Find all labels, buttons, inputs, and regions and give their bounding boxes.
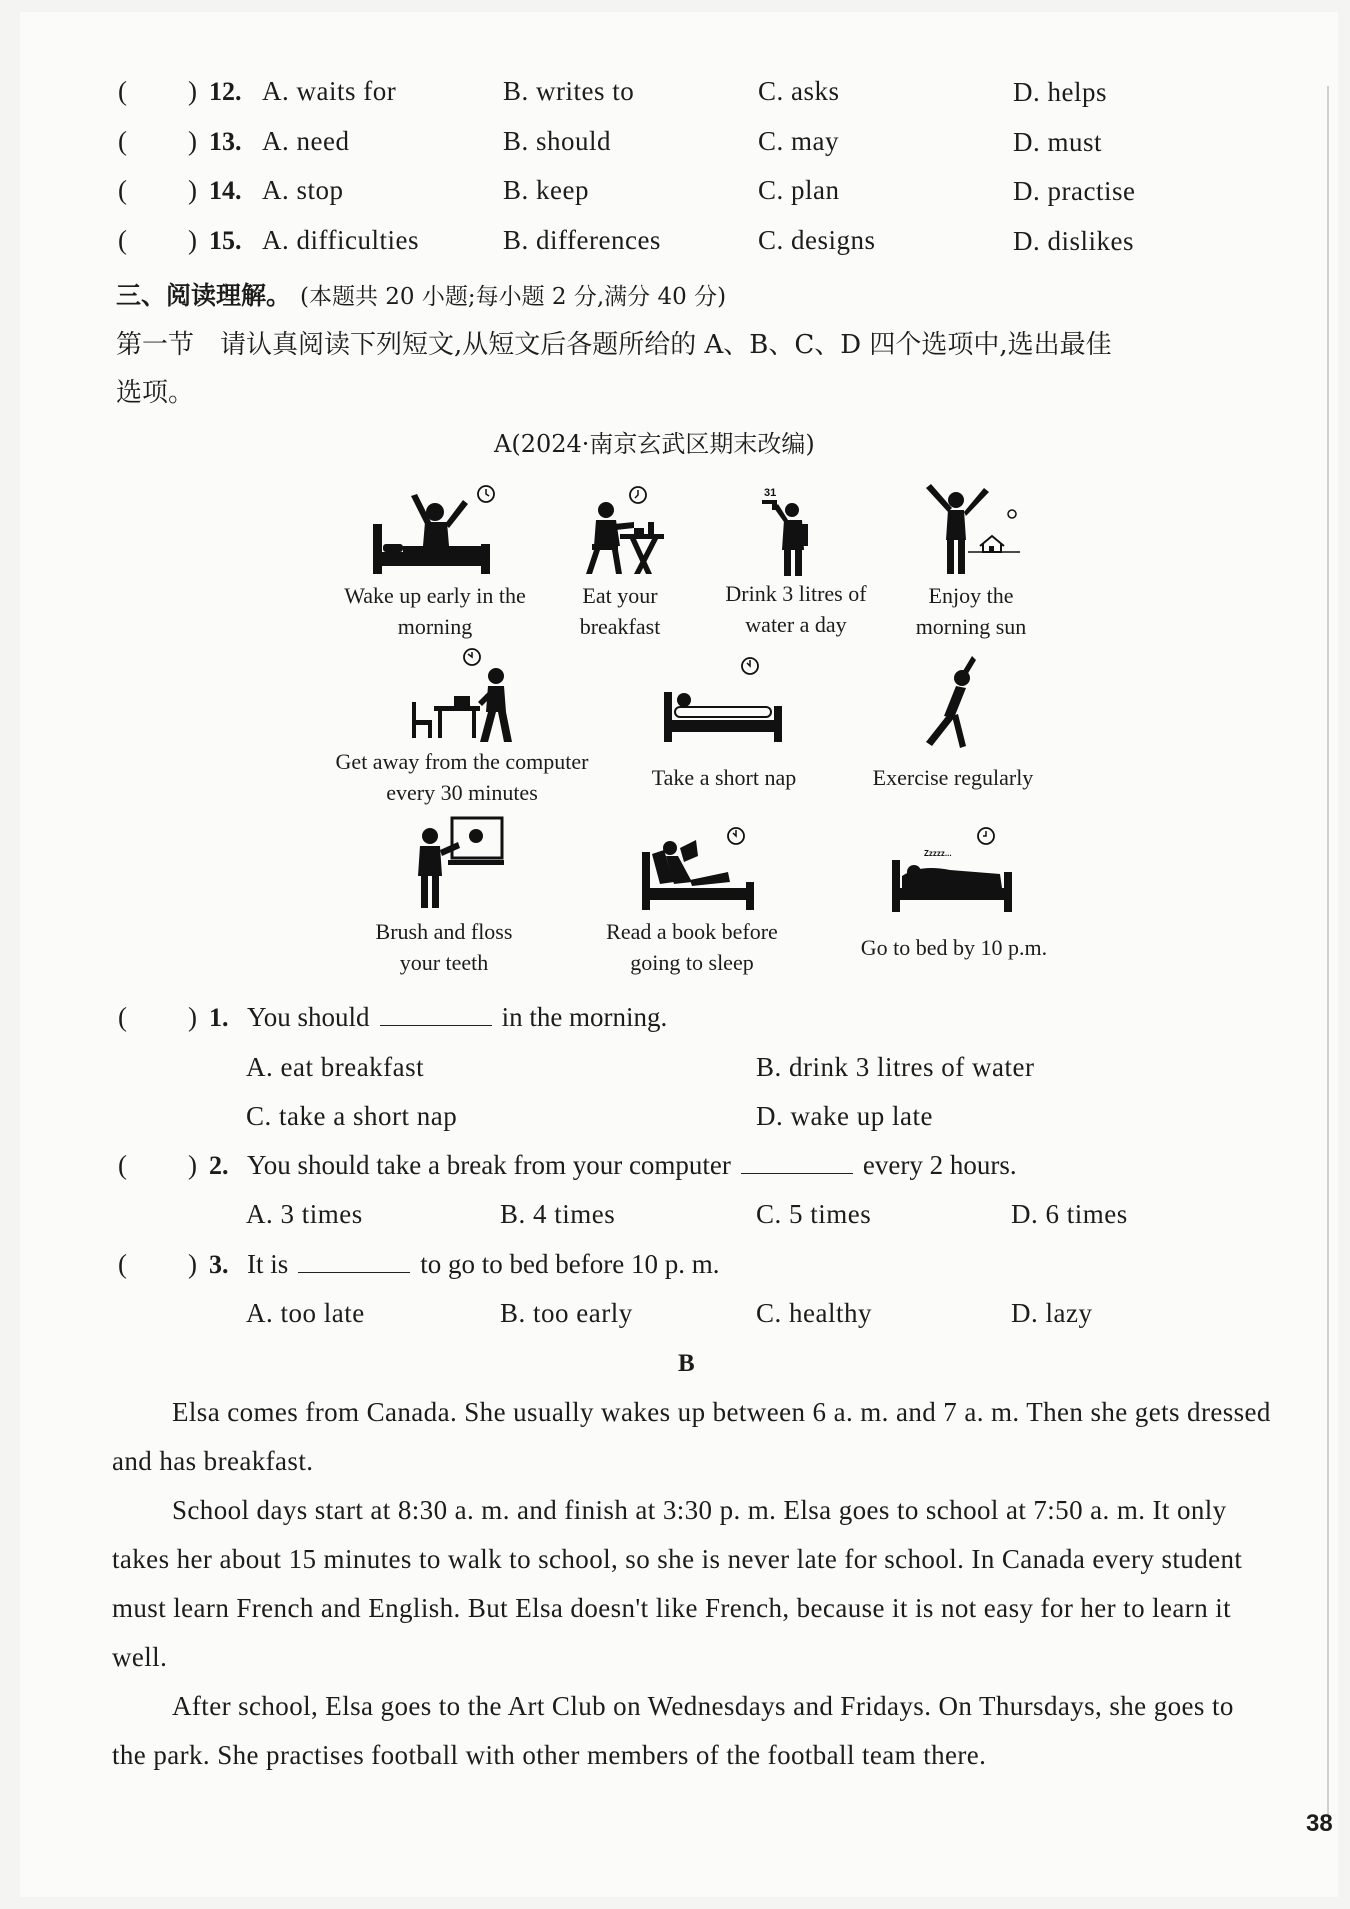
passage-b-title: B [678, 1350, 695, 1377]
section-score-note: (本题共 20 小题;每小题 2 分,满分 40 分) [300, 284, 727, 310]
passage-b-paragraph-3: After school, Elsa goes to the Art Club on Wednesdays and Fridays. On Thursdays, she goes to the park. She practises football with other members of the football team there. [112, 1691, 1234, 1770]
option-c[interactable]: C. take a short nap [246, 1101, 458, 1131]
zzz-text: Zzzzz... [924, 849, 952, 858]
brush-teeth-icon [412, 814, 506, 910]
answer-paren-close: ) [188, 76, 197, 106]
exercise-icon [918, 656, 982, 748]
computer-break-icon [410, 648, 514, 744]
passage-b-paragraph-1: Elsa comes from Canada. She usually wakes up between 6 a. m. and 7 a. m. Then she gets dressed and has breakfast. [112, 1397, 1271, 1476]
option-c[interactable]: C. plan [758, 175, 840, 205]
answer-blank [741, 1153, 853, 1174]
answer-paren-open[interactable]: ( [118, 76, 127, 106]
caption-exercise: Exercise regularly [872, 765, 1034, 790]
question-number: 15. [209, 226, 242, 255]
option-a[interactable]: A. waits for [262, 76, 397, 106]
answer-paren-close: ) [188, 225, 197, 255]
drink-water-icon [760, 484, 820, 576]
bedtime-icon [890, 826, 1014, 912]
option-c[interactable]: C. designs [758, 225, 876, 255]
caption-nap: Take a short nap [651, 765, 797, 790]
option-c[interactable]: C. healthy [756, 1298, 872, 1328]
passage-b-paragraph-2: School days start at 8:30 a. m. and finish at 3:30 p. m. Elsa goes to school at 7:50 a. m. It only takes her about 15 minutes to walk to school, so she is never late for school. In Canada every student must learn French and English. But Elsa doesn't like French, because it is not easy for her to learn it well. [112, 1495, 1243, 1672]
option-b[interactable]: B. keep [503, 175, 589, 205]
caption-computer: Get away from the computer every 30 minutes [335, 749, 589, 805]
nap-icon [662, 654, 786, 744]
question-number: 1. [209, 1003, 229, 1032]
caption-breakfast: Eat your breakfast [579, 583, 661, 639]
caption-bed: Go to bed by 10 p.m. [860, 935, 1048, 960]
caption-water: Drink 3 litres of water a day [725, 581, 867, 637]
answer-blank [380, 1005, 492, 1026]
question-number: 13. [209, 127, 242, 156]
option-d[interactable]: D. helps [1013, 77, 1107, 107]
section-title: 三、阅读理解。 [116, 281, 292, 310]
option-b[interactable]: B. differences [503, 225, 661, 255]
part-instruction-cont: 选项。 [116, 378, 195, 408]
question-number: 3. [209, 1250, 229, 1279]
answer-paren-open[interactable]: ( [118, 126, 127, 156]
question-stem: You should in the morning. [247, 1002, 668, 1032]
option-c[interactable]: C. may [758, 126, 839, 156]
option-a[interactable]: A. 3 times [246, 1199, 363, 1229]
question-number: 2. [209, 1151, 229, 1180]
option-b[interactable]: B. should [503, 126, 612, 156]
caption-brush: Brush and floss your teeth [375, 919, 513, 975]
option-a[interactable]: A. stop [262, 175, 344, 205]
option-b[interactable]: B. writes to [503, 76, 635, 106]
option-d[interactable]: D. lazy [1011, 1298, 1093, 1328]
option-a[interactable]: A. too late [246, 1298, 365, 1328]
option-a[interactable]: A. eat breakfast [246, 1052, 425, 1082]
option-d[interactable]: D. wake up late [756, 1101, 933, 1131]
answer-paren-close: ) [188, 1002, 197, 1032]
wake-up-icon [373, 484, 495, 574]
answer-blank [298, 1252, 410, 1273]
option-b[interactable]: B. drink 3 litres of water [756, 1052, 1035, 1082]
calendar-number: 31 [764, 487, 777, 499]
answer-paren-close: ) [188, 126, 197, 156]
answer-paren-open[interactable]: ( [118, 175, 127, 205]
option-d[interactable]: D. must [1013, 127, 1103, 157]
part-instruction: 第一节 请认真阅读下列短文,从短文后各题所给的 A、B、C、D 四个选项中,选出最佳 [116, 330, 1112, 360]
answer-paren-close: ) [188, 175, 197, 205]
answer-paren-close: ) [188, 1249, 197, 1279]
caption-read: Read a book before going to sleep [606, 919, 778, 975]
option-c[interactable]: C. asks [758, 76, 840, 106]
option-d[interactable]: D. practise [1013, 176, 1136, 206]
option-b[interactable]: B. 4 times [500, 1199, 616, 1229]
answer-paren-close: ) [188, 1150, 197, 1180]
caption-sun: Enjoy the morning sun [915, 583, 1027, 639]
morning-sun-icon [922, 484, 1022, 574]
page-number: 38 [1306, 1810, 1333, 1837]
option-b[interactable]: B. too early [500, 1298, 633, 1328]
passage-a-title: A(2024·南京玄武区期末改编) [494, 430, 815, 458]
breakfast-icon [582, 484, 666, 576]
answer-paren-open[interactable]: ( [118, 1002, 127, 1032]
answer-paren-open[interactable]: ( [118, 225, 127, 255]
question-stem: You should take a break from your computer every 2 hours. [247, 1150, 1017, 1180]
question-number: 14. [209, 176, 242, 205]
answer-paren-open[interactable]: ( [118, 1249, 127, 1279]
option-c[interactable]: C. 5 times [756, 1199, 872, 1229]
option-a[interactable]: A. need [262, 126, 350, 156]
question-number: 12. [209, 77, 242, 106]
option-a[interactable]: A. difficulties [262, 225, 419, 255]
reading-icon [640, 826, 758, 912]
answer-paren-open[interactable]: ( [118, 1150, 127, 1180]
option-d[interactable]: D. dislikes [1013, 226, 1135, 256]
question-stem: It is to go to bed before 10 p. m. [247, 1249, 720, 1279]
caption-wake-up: Wake up early in the morning [344, 583, 526, 639]
margin-rule [1327, 86, 1329, 1816]
option-d[interactable]: D. 6 times [1011, 1199, 1128, 1229]
